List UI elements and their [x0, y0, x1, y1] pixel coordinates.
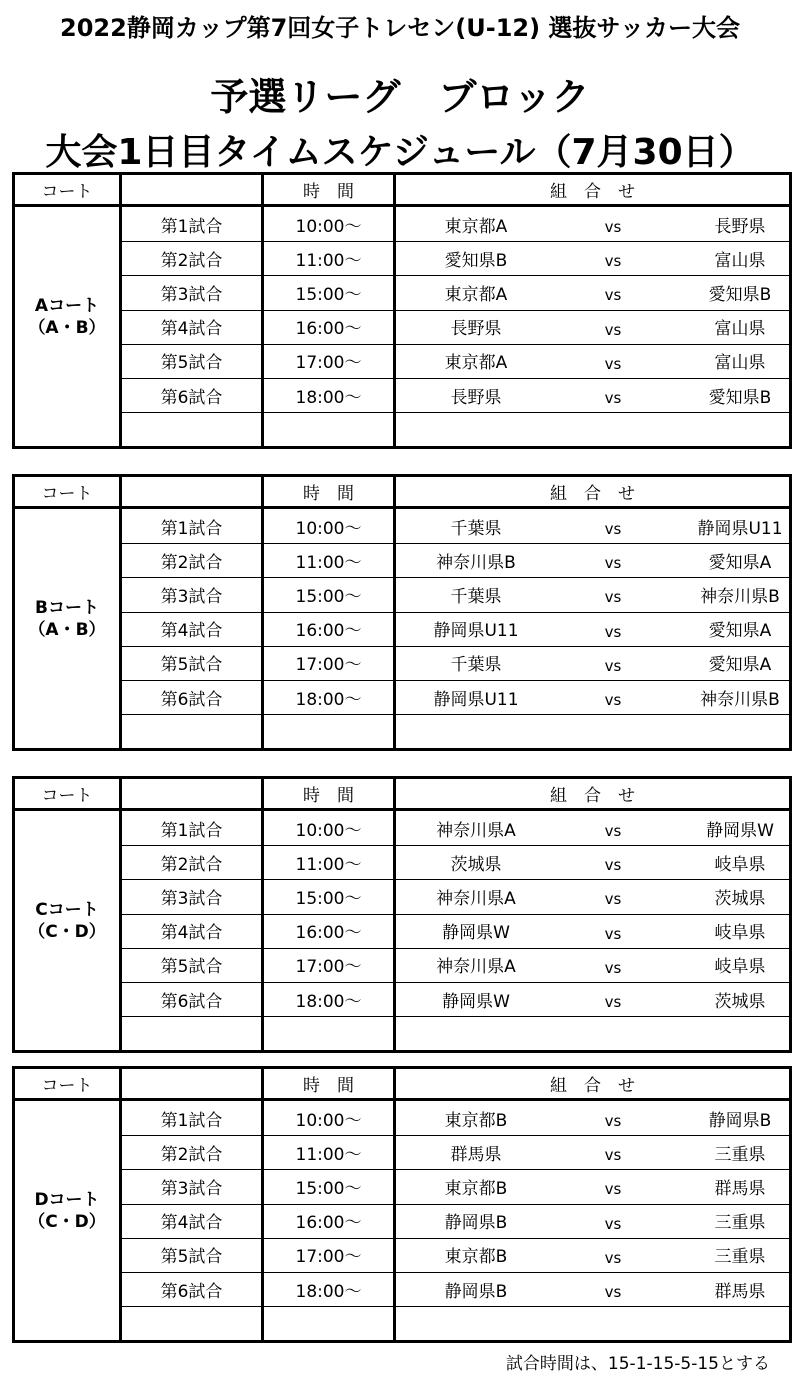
vs-label: vs: [604, 622, 622, 641]
kickoff-time: 16:00～: [295, 923, 362, 944]
vs-label: vs: [604, 1180, 622, 1199]
away-team: 静岡県B: [708, 1110, 772, 1131]
kickoff-time: 11:00～: [295, 552, 362, 573]
away-team: 三重県: [714, 1213, 766, 1234]
away-team: 愛知県A: [708, 655, 772, 676]
away-team: 静岡県U11: [697, 518, 783, 539]
away-team: 岐阜県: [714, 854, 766, 875]
vs-label: vs: [604, 520, 622, 539]
kickoff-time: 16:00～: [295, 319, 362, 340]
home-team: 東京都B: [444, 1178, 508, 1199]
header-match: 組 合 せ: [550, 786, 635, 806]
header-court: コート: [41, 484, 93, 504]
kickoff-time: 10:00～: [295, 820, 362, 841]
court-name: Dコート: [34, 1190, 100, 1210]
kickoff-time: 17:00～: [295, 353, 362, 374]
away-team: 愛知県B: [708, 387, 772, 408]
header-time: 時 間: [303, 1076, 354, 1096]
kickoff-time: 18:00～: [295, 991, 362, 1012]
vs-label: vs: [604, 554, 622, 573]
game-number: 第6試合: [160, 991, 223, 1012]
kickoff-time: 15:00～: [295, 888, 362, 909]
vs-label: vs: [604, 993, 622, 1012]
header-court: コート: [41, 1076, 93, 1096]
vs-label: vs: [604, 1283, 622, 1302]
game-number: 第3試合: [160, 586, 223, 607]
row-divider: [122, 1016, 789, 1017]
vs-label: vs: [604, 822, 622, 841]
vs-label: vs: [604, 354, 622, 373]
away-team: 岐阜県: [714, 923, 766, 944]
kickoff-time: 18:00～: [295, 689, 362, 710]
header-time: 時 間: [303, 786, 354, 806]
vs-label: vs: [604, 958, 622, 977]
kickoff-time: 11:00～: [295, 854, 362, 875]
game-number: 第6試合: [160, 387, 223, 408]
home-team: 東京都B: [444, 1247, 508, 1268]
league-title: 予選リーグ ブロック: [210, 75, 590, 119]
away-team: 三重県: [714, 1247, 766, 1268]
home-team: 長野県: [450, 319, 502, 340]
court-block: [12, 1066, 792, 1343]
home-team: 東京都A: [444, 353, 508, 374]
game-number: 第4試合: [160, 319, 223, 340]
court-label: [15, 597, 119, 641]
home-team: 東京都A: [444, 284, 508, 305]
court-groups: （C・D）: [28, 922, 106, 942]
tournament-title: 2022静岡カップ第7回女子トレセン(U-12) 選抜サッカー大会: [60, 14, 740, 42]
away-team: 富山県: [714, 353, 766, 374]
home-team: 千葉県: [450, 518, 502, 539]
vs-label: vs: [604, 656, 622, 675]
home-team: 静岡県B: [444, 1281, 508, 1302]
court-block: [12, 474, 792, 751]
away-team: 富山県: [714, 250, 766, 271]
kickoff-time: 10:00～: [295, 518, 362, 539]
vs-label: vs: [604, 1248, 622, 1267]
game-number: 第1試合: [160, 1110, 223, 1131]
kickoff-time: 18:00～: [295, 387, 362, 408]
game-number: 第2試合: [160, 250, 223, 271]
court-block: [12, 172, 792, 449]
vs-label: vs: [604, 856, 622, 875]
away-team: 神奈川県B: [700, 689, 780, 710]
vs-label: vs: [604, 924, 622, 943]
court-label: [15, 899, 119, 943]
row-divider: [122, 412, 789, 413]
away-team: 群馬県: [714, 1281, 766, 1302]
game-number: 第6試合: [160, 1281, 223, 1302]
header-time: 時 間: [303, 182, 354, 202]
game-number: 第4試合: [160, 923, 223, 944]
game-number: 第5試合: [160, 957, 223, 978]
home-team: 群馬県: [450, 1144, 502, 1165]
court-groups: （C・D）: [28, 1212, 106, 1232]
header-court: コート: [41, 786, 93, 806]
court-name: Cコート: [35, 900, 99, 920]
home-team: 東京都A: [444, 216, 508, 237]
row-divider: [122, 1306, 789, 1307]
home-team: 愛知県B: [444, 250, 508, 271]
header-match: 組 合 せ: [550, 484, 635, 504]
kickoff-time: 11:00～: [295, 250, 362, 271]
game-number: 第3試合: [160, 1178, 223, 1199]
away-team: 富山県: [714, 319, 766, 340]
home-team: 静岡県W: [442, 991, 510, 1012]
row-divider: [122, 714, 789, 715]
away-team: 群馬県: [714, 1178, 766, 1199]
home-team: 茨城県: [450, 854, 502, 875]
home-team: 静岡県W: [442, 923, 510, 944]
vs-label: vs: [604, 890, 622, 909]
away-team: 愛知県A: [708, 552, 772, 573]
game-number: 第1試合: [160, 820, 223, 841]
kickoff-time: 17:00～: [295, 957, 362, 978]
kickoff-time: 17:00～: [295, 1247, 362, 1268]
vs-label: vs: [604, 1112, 622, 1131]
court-name: Bコート: [35, 598, 99, 618]
home-team: 静岡県U11: [433, 689, 519, 710]
game-number: 第1試合: [160, 216, 223, 237]
vs-label: vs: [604, 389, 622, 408]
game-number: 第6試合: [160, 689, 223, 710]
home-team: 神奈川県A: [436, 888, 516, 909]
away-team: 三重県: [714, 1144, 766, 1165]
vs-label: vs: [604, 218, 622, 237]
game-number: 第2試合: [160, 552, 223, 573]
home-team: 長野県: [450, 387, 502, 408]
kickoff-time: 18:00～: [295, 1281, 362, 1302]
game-number: 第2試合: [160, 854, 223, 875]
home-team: 神奈川県A: [436, 820, 516, 841]
game-number: 第5試合: [160, 1247, 223, 1268]
vs-label: vs: [604, 588, 622, 607]
court-groups: （A・B）: [28, 318, 106, 338]
vs-label: vs: [604, 252, 622, 271]
game-number: 第1試合: [160, 518, 223, 539]
away-team: 愛知県A: [708, 621, 772, 642]
game-number: 第3試合: [160, 888, 223, 909]
home-team: 神奈川県B: [436, 552, 516, 573]
home-team: 千葉県: [450, 655, 502, 676]
away-team: 神奈川県B: [700, 586, 780, 607]
away-team: 茨城県: [714, 888, 766, 909]
game-number: 第5試合: [160, 353, 223, 374]
home-team: 千葉県: [450, 586, 502, 607]
away-team: 長野県: [714, 216, 766, 237]
home-team: 神奈川県A: [436, 957, 516, 978]
home-team: 静岡県U11: [433, 621, 519, 642]
home-team: 静岡県B: [444, 1213, 508, 1234]
kickoff-time: 16:00～: [295, 621, 362, 642]
away-team: 茨城県: [714, 991, 766, 1012]
vs-label: vs: [604, 1146, 622, 1165]
vs-label: vs: [604, 320, 622, 339]
game-number: 第4試合: [160, 621, 223, 642]
header-time: 時 間: [303, 484, 354, 504]
court-block: [12, 776, 792, 1053]
vs-label: vs: [604, 691, 622, 710]
court-label: [15, 295, 119, 339]
kickoff-time: 10:00～: [295, 216, 362, 237]
header-match: 組 合 せ: [550, 1076, 635, 1096]
game-number: 第2試合: [160, 1144, 223, 1165]
court-label: [15, 1189, 119, 1233]
match-duration-note: 試合時間は、15-1-15-5-15とする: [505, 1354, 770, 1374]
vs-label: vs: [604, 1214, 622, 1233]
game-number: 第4試合: [160, 1213, 223, 1234]
kickoff-time: 16:00～: [295, 1213, 362, 1234]
header-court: コート: [41, 182, 93, 202]
kickoff-time: 11:00～: [295, 1144, 362, 1165]
header-match: 組 合 せ: [550, 182, 635, 202]
vs-label: vs: [604, 286, 622, 305]
away-team: 静岡県W: [706, 820, 774, 841]
kickoff-time: 15:00～: [295, 284, 362, 305]
away-team: 岐阜県: [714, 957, 766, 978]
game-number: 第5試合: [160, 655, 223, 676]
kickoff-time: 15:00～: [295, 1178, 362, 1199]
kickoff-time: 10:00～: [295, 1110, 362, 1131]
away-team: 愛知県B: [708, 284, 772, 305]
schedule-title: 大会1日目タイムスケジュール（7月30日）: [45, 132, 755, 173]
game-number: 第3試合: [160, 284, 223, 305]
court-groups: （A・B）: [28, 620, 106, 640]
court-name: Aコート: [34, 296, 100, 316]
home-team: 東京都B: [444, 1110, 508, 1131]
kickoff-time: 17:00～: [295, 655, 362, 676]
kickoff-time: 15:00～: [295, 586, 362, 607]
